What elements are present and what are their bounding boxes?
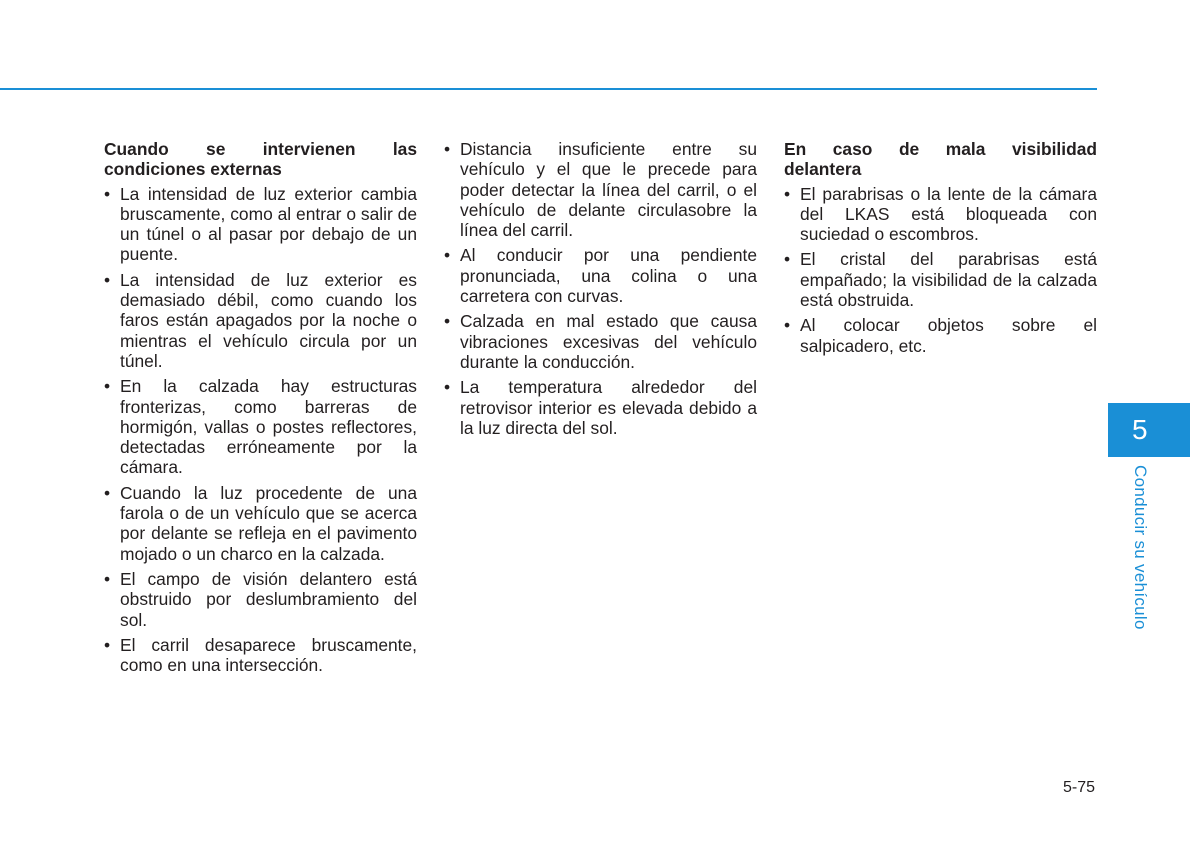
list-item [444,139,757,240]
bullet-icon: • [104,269,111,290]
text-column-2 [444,139,757,443]
list-item-text: La temperatura alrededor del retrovisor interior es elevada debido a la luz directa del sol. [460,377,757,438]
bullet-icon: • [104,183,111,204]
heading-line-2: condiciones externas [104,159,282,180]
bullet-icon: • [104,482,111,503]
bullet-list-2 [444,139,757,438]
heading-line-2: delantera [784,159,862,180]
heading-line-1: En caso de mala visibilidad [784,139,1097,159]
list-item-text: Cuando la luz procedente de una farola o de un vehículo que se acerca por delante se refleja en el pavimento mojado o un charco en la calzada. [120,482,417,564]
heading-line-1: Cuando se intervienen las [104,139,417,159]
list-item [444,377,757,438]
list-item-text: El parabrisas o la lente de la cámara del LKAS está bloqueada con suciedad o escombros. [800,183,1097,245]
bullet-icon: • [784,249,791,270]
list-item [104,569,417,630]
bullet-icon: • [784,315,791,336]
list-item-text: En la calzada hay estructuras fronterizas, como barreras de hormigón, vallas o postes reflectores, detectadas erróneamente por la cámara. [120,376,417,478]
list-item [104,483,417,564]
list-item [104,184,417,265]
list-item [444,311,757,372]
list-item [784,315,1097,356]
list-item [104,270,417,371]
list-item-text: Calzada en mal estado que causa vibraciones excesivas del vehículo durante la conducción. [460,311,757,372]
bullet-icon: • [104,568,111,589]
bullet-icon: • [104,376,111,397]
list-item-text: La intensidad de luz exterior es demasiado débil, como cuando los faros están apagados por la noche o mientras el vehículo circula por un túnel. [120,269,417,371]
header-rule [0,88,1097,90]
bullet-list-3 [784,184,1097,356]
list-item [104,376,417,477]
list-item [444,245,757,306]
list-item-text: El cristal del parabrisas está empañado; la visibilidad de la calzada está obstruida. [800,249,1097,311]
list-item-text: Al colocar objetos sobre el salpicadero, etc. [800,315,1097,356]
page-number: 5-75 [1062,779,1095,796]
list-item-text: El campo de visión delantero está obstruido por deslumbramiento del sol. [120,568,417,630]
bullet-icon: • [444,377,451,398]
list-item [104,635,417,676]
list-item-text: La intensidad de luz exterior cambia bruscamente, como al entrar o salir de un túnel o al pasar por debajo de un puente. [120,183,417,265]
list-item-text: Al conducir por una pendiente pronunciada, una colina o una carretera con curvas. [460,245,757,307]
bullet-icon: • [444,139,451,159]
list-item-text: El carril desaparece bruscamente, como en una intersección. [120,634,417,676]
text-column-3 [784,139,1097,361]
text-column-1 [104,139,417,680]
bullet-list-1 [104,184,417,676]
bullet-icon: • [104,634,111,655]
section-heading-external-conditions [104,139,417,180]
chapter-title: Conducir su vehículo [1131,465,1150,630]
bullet-icon: • [444,245,451,266]
chapter-number-tab: 5 [1108,403,1190,457]
section-heading-poor-visibility [784,139,1097,180]
bullet-icon: • [784,183,791,204]
list-item [784,184,1097,245]
list-item [784,249,1097,310]
bullet-icon: • [444,311,451,332]
list-item-text: Distancia insuficiente entre su vehículo y el que le precede para poder detectar la línea del carril, o el vehículo de delante circulasobre la línea del carril. [460,139,757,241]
